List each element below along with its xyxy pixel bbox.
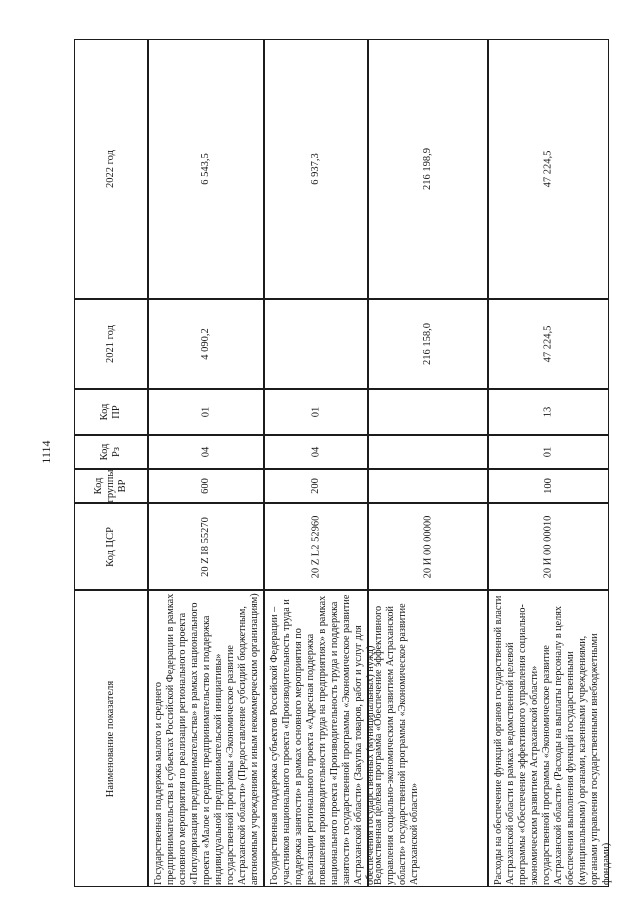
cell-row4-name: Расходы на обеспечение функций органов государственной власти Астраханской области в рамках ведомственной целевой программы «Обеспечение эффективного управления социально-экономическим развитием Астраханской области» государственной программы «Экономическое развитие Астраханской области» (Расходы на выплаты персоналу в целях обеспечения выполнения функций государственными (муниципальными) органами, казенными учреждениями, органами управления государственными внебюджетными фондами) [488,590,609,887]
column-rz [75,436,610,470]
header-name: Наименование показателя [74,590,148,887]
cell-row4-2022: 47 224,5 [488,39,609,299]
cell-row2-name: Государственная поддержка субъектов Российской Федерации – участников национального проекта «Производительность труда и поддержка занятости» в рамках основного мероприятия по реализации регионального проекта «Адресная поддержка повышения производительности труда на предприятиях» в рамках национального проекта «Производительность труда и поддержка занятости» государственной программы «Экономическое развитие Астраханской области» (Закупка товаров, работ и услуг для обеспечения государственных (муниципальных) нужд) [264,590,368,887]
cell-row1-vr: 600 [148,469,264,503]
header-vr: Код группы ВР [74,469,148,503]
cell-row4-2021: 47 224,5 [488,299,609,389]
column-name [75,591,610,888]
header-rz: Код Рз [74,435,148,469]
cell-row1-name: Государственная поддержка малого и среднего предпринимательства в субъектах Российской Федерации в рамках основного мероприятия по реализации регионального проекта «Популяризация предпринимательства» в рамках национального проекта «Малое и среднее предпринимательство и поддержка индивидуальной предпринимательской инициативы» государственной программы «Экономическое развитие Астраханской области» (Предоставление субсидий бюджетным, автономным учреждениям и иным некоммерческим организациям) [148,590,264,887]
cell-row2-2022: 6 937,3 [264,39,368,299]
cell-row1-rz: 04 [148,435,264,469]
cell-row2-pr: 01 [264,389,368,435]
cell-row4-rz: 01 [488,435,609,469]
cell-row4-vr: 100 [488,469,609,503]
cell-row1-2021: 4 090,2 [148,299,264,389]
column-2022 [75,40,610,300]
column-pr [75,390,610,436]
cell-row1-csr: 20 Z I8 55270 [148,503,264,590]
cell-row3-2021: 216 158,0 [368,299,488,389]
cell-row3-2022: 216 198,9 [368,39,488,299]
cell-row2-rz: 04 [264,435,368,469]
cell-row1-2022: 6 543,5 [148,39,264,299]
cell-row4-pr: 13 [488,389,609,435]
cell-row3-csr: 20 И 00 00000 [368,503,488,590]
header-2021: 2021 год [74,299,148,389]
cell-row3-vr [368,469,488,503]
cell-row2-csr: 20 Z L2 52960 [264,503,368,590]
header-pr: Код ПР [74,389,148,435]
cell-row2-vr: 200 [264,469,368,503]
page-number: 1114 [39,440,53,464]
budget-table [75,40,610,888]
column-2021 [75,300,610,390]
cell-row3-pr [368,389,488,435]
cell-row3-rz [368,435,488,469]
column-csr [75,504,610,591]
cell-row3-name: Ведомственная целевая программа «Обеспечение эффективного управления социально-экономическим развитием Астраханской области» государственной программы «Экономическое развитие Астраханской области» [368,590,488,887]
header-2022: 2022 год [74,39,148,299]
header-csr: Код ЦСР [74,503,148,590]
cell-row2-2021 [264,299,368,389]
cell-row1-pr: 01 [148,389,264,435]
column-vr [75,470,610,504]
cell-row4-csr: 20 И 00 00010 [488,503,609,590]
